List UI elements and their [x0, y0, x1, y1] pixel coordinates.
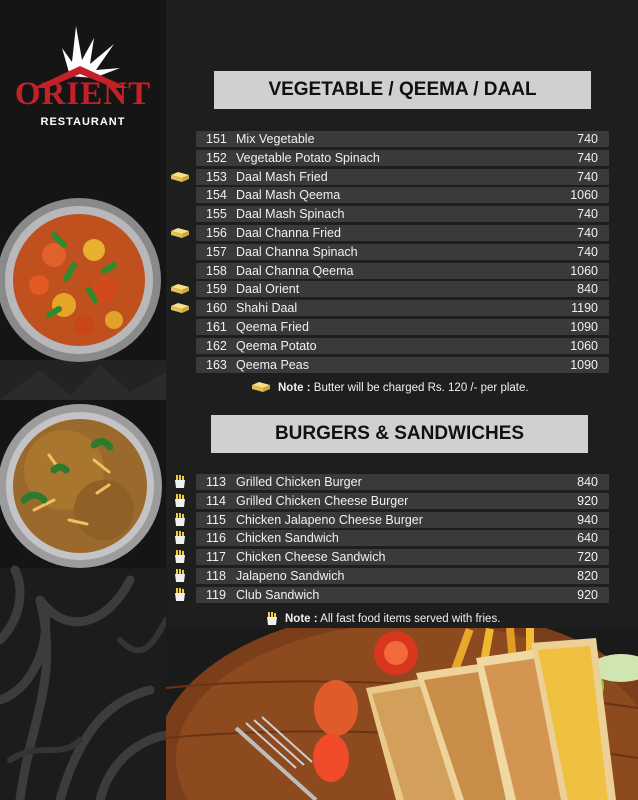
item-price: 840 [577, 475, 598, 489]
fries-icon [174, 550, 186, 563]
item-name: Daal Orient [236, 282, 300, 297]
item-name: Daal Channa Spinach [236, 244, 358, 259]
menu-row [196, 493, 609, 509]
item-num: 158 [206, 263, 227, 278]
item-num: 116 [206, 531, 226, 546]
menu-row [196, 549, 609, 565]
item-name: Chicken Jalapeno Cheese Burger [236, 512, 423, 527]
item-price: 840 [577, 282, 598, 297]
fries-note [285, 613, 500, 625]
menu-row [196, 206, 609, 222]
item-price: 1190 [571, 301, 598, 316]
item-price: 940 [577, 512, 598, 527]
menu-row [196, 281, 609, 297]
item-name: Qeema Peas [236, 357, 309, 372]
logo-name: ORIENT [14, 76, 152, 112]
item-name: Qeema Potato [236, 338, 317, 353]
item-num: 153 [206, 169, 227, 184]
item-name: Daal Channa Fried [236, 226, 341, 240]
item-num: 155 [206, 207, 227, 222]
item-num: 163 [206, 357, 227, 372]
item-price: 1060 [570, 188, 598, 203]
menu-row [196, 244, 609, 260]
item-price: 1060 [570, 338, 598, 353]
item-name: Club Sandwich [236, 587, 320, 602]
fries-icon [174, 475, 186, 488]
menu-row [196, 225, 609, 241]
item-price: 720 [577, 550, 598, 565]
item-num: 151 [206, 132, 227, 146]
logo-subtitle: RESTAURANT [40, 116, 126, 128]
sidebar-panel [0, 0, 166, 800]
item-price: 920 [577, 587, 598, 602]
item-num: 159 [206, 282, 227, 297]
item-price: 640 [577, 531, 598, 546]
menu-row [196, 131, 609, 147]
item-price: 740 [577, 132, 598, 146]
menu-row [196, 568, 609, 584]
item-num: 156 [206, 226, 227, 240]
item-num: 157 [206, 244, 227, 259]
item-price: 1060 [570, 263, 598, 278]
item-name: Shahi Daal [236, 301, 298, 316]
item-name: Daal Channa Qeema [236, 263, 354, 278]
menu-row [196, 512, 609, 528]
item-price: 740 [577, 207, 598, 222]
item-num: 152 [206, 150, 227, 165]
item-num: 115 [206, 512, 226, 527]
item-price: 920 [577, 493, 598, 508]
menu-row [196, 530, 609, 546]
item-name: Chicken Sandwich [236, 531, 339, 546]
item-num: 118 [206, 569, 226, 583]
item-name: Mix Vegetable [236, 132, 315, 146]
menu-row [196, 319, 609, 335]
item-name: Grilled Chicken Burger [236, 475, 362, 489]
item-num: 119 [206, 587, 226, 602]
item-num: 113 [206, 475, 226, 489]
item-num: 117 [206, 550, 226, 565]
menu-row [196, 300, 609, 316]
fries-icon [174, 513, 186, 526]
item-price: 1090 [570, 357, 598, 372]
menu-row [196, 169, 609, 185]
item-price: 740 [577, 226, 598, 240]
menu-row [196, 187, 609, 203]
item-name: Qeema Fried [236, 320, 309, 334]
item-num: 162 [206, 338, 227, 353]
menu-row [196, 338, 609, 354]
item-name: Daal Mash Fried [236, 169, 328, 184]
item-price: 740 [577, 169, 598, 184]
item-price: 740 [577, 244, 598, 259]
item-name: Daal Mash Qeema [236, 188, 341, 203]
butter-icon [170, 171, 190, 183]
fries-icon [174, 531, 186, 544]
butter-icon [251, 381, 271, 393]
butter-icon [170, 302, 190, 314]
menu-row [196, 587, 609, 603]
item-name: Daal Mash Spinach [236, 207, 345, 222]
item-price: 740 [577, 150, 598, 165]
fries-icon [174, 588, 186, 601]
butter-note [278, 382, 529, 394]
fries-icon [266, 612, 278, 625]
menu-row [196, 357, 609, 373]
fries-icon [174, 569, 186, 582]
item-num: 160 [206, 301, 227, 316]
menu-row [196, 150, 609, 166]
vegetable-dish-image [0, 195, 164, 365]
menu-row [196, 474, 609, 490]
note-label: Note : [278, 382, 311, 394]
butter-icon [170, 283, 190, 295]
butter-icon [170, 227, 190, 239]
fries-icon [174, 494, 186, 507]
item-name: Vegetable Potato Spinach [236, 150, 380, 165]
sandwich-photo [166, 628, 638, 800]
qeema-dish-image [0, 400, 166, 572]
section-heading-burgers: BURGERS & SANDWICHES [211, 415, 588, 453]
item-num: 154 [206, 188, 227, 203]
note-text: Butter will be charged Rs. 120 /- per plate. [313, 382, 529, 394]
item-name: Grilled Chicken Cheese Burger [236, 493, 409, 508]
item-name: Jalapeno Sandwich [236, 569, 345, 583]
menu-row [196, 263, 609, 279]
note-text: All fast food items served with fries. [320, 613, 501, 625]
note-label: Note : [285, 613, 318, 625]
item-price: 1090 [570, 320, 598, 334]
item-num: 161 [206, 320, 227, 334]
item-price: 820 [577, 569, 598, 583]
item-name: Chicken Cheese Sandwich [236, 550, 386, 565]
section-heading-vegetable: VEGETABLE / QEEMA / DAAL [214, 71, 591, 109]
item-num: 114 [206, 493, 226, 508]
